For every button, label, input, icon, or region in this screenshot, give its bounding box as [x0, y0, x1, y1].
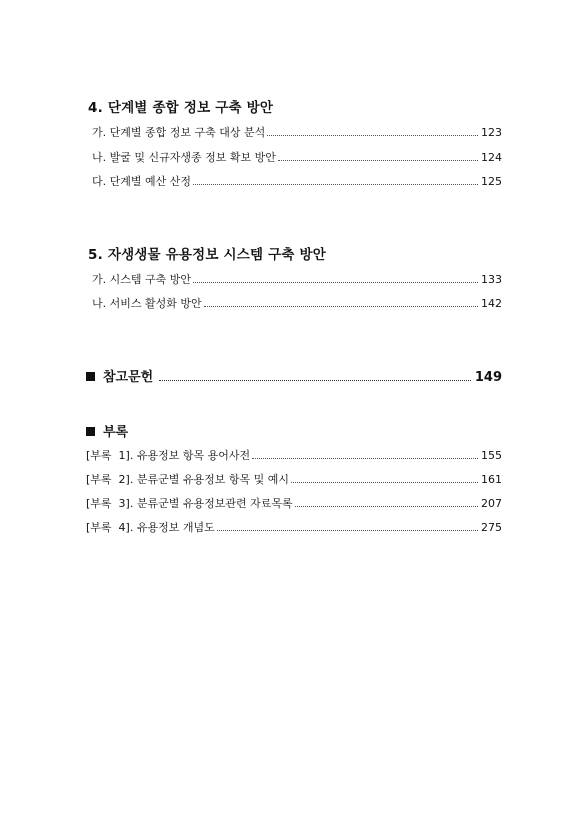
- toc-entry-label: 가. 시스템 구축 방안: [92, 273, 191, 286]
- dot-leader: [204, 305, 478, 307]
- toc-entry[interactable]: [92, 124, 502, 140]
- toc-entry-page: 124: [481, 151, 502, 164]
- appendix-entry-page: 275: [481, 521, 502, 534]
- toc-entry[interactable]: [92, 149, 502, 165]
- toc-entry[interactable]: [92, 271, 502, 287]
- dot-leader: [193, 183, 478, 185]
- appendix-entry-page: 155: [481, 449, 502, 462]
- toc-entry[interactable]: [92, 173, 502, 189]
- appendix-entry-label: [부록 1]. 유용정보 항목 용어사전: [86, 449, 251, 462]
- dot-leader: [159, 379, 471, 381]
- square-bullet-icon: [86, 427, 95, 436]
- toc-entry-label: 다. 단계별 예산 산정: [92, 175, 191, 188]
- appendix-entry-page: 161: [481, 473, 502, 486]
- references-entry[interactable]: [86, 366, 502, 385]
- toc-entry[interactable]: [92, 295, 502, 311]
- appendix-entry[interactable]: [86, 471, 502, 487]
- toc-entry-label: 나. 서비스 활성화 방안: [92, 297, 202, 310]
- references-page: 149: [474, 370, 502, 385]
- appendix-entry-label: [부록 4]. 유용정보 개념도: [86, 521, 215, 534]
- toc-entry-page: 125: [481, 175, 502, 188]
- dot-leader: [278, 159, 478, 161]
- toc-entry-label: 가. 단계별 종합 정보 구축 대상 분석: [92, 126, 266, 139]
- dot-leader: [217, 529, 478, 531]
- appendix-heading: [86, 421, 128, 440]
- dot-leader: [267, 134, 478, 136]
- appendix-entry-page: 207: [481, 497, 502, 510]
- appendix-entry[interactable]: [86, 519, 502, 535]
- toc-entry-page: 123: [481, 126, 502, 139]
- square-bullet-icon: [86, 372, 95, 381]
- appendix-entry-label: [부록 3]. 분류군별 유용정보관련 자료목록: [86, 497, 293, 510]
- dot-leader: [193, 281, 478, 283]
- section-4-heading: 4. 단계별 종합 정보 구축 방안: [88, 100, 274, 116]
- appendix-title: 부록: [103, 425, 129, 440]
- references-label: 참고문헌: [103, 370, 154, 385]
- appendix-entry[interactable]: [86, 447, 502, 463]
- appendix-entry-label: [부록 2]. 분류군별 유용정보 항목 및 예시: [86, 473, 289, 486]
- toc-entry-page: 142: [481, 297, 502, 310]
- dot-leader: [295, 505, 478, 507]
- toc-entry-page: 133: [481, 273, 502, 286]
- toc-entry-label: 나. 발굴 및 신규자생종 정보 확보 방안: [92, 151, 276, 164]
- section-5-heading: 5. 자생생물 유용정보 시스템 구축 방안: [88, 247, 327, 263]
- appendix-entry[interactable]: [86, 495, 502, 511]
- dot-leader: [252, 457, 478, 459]
- dot-leader: [291, 481, 478, 483]
